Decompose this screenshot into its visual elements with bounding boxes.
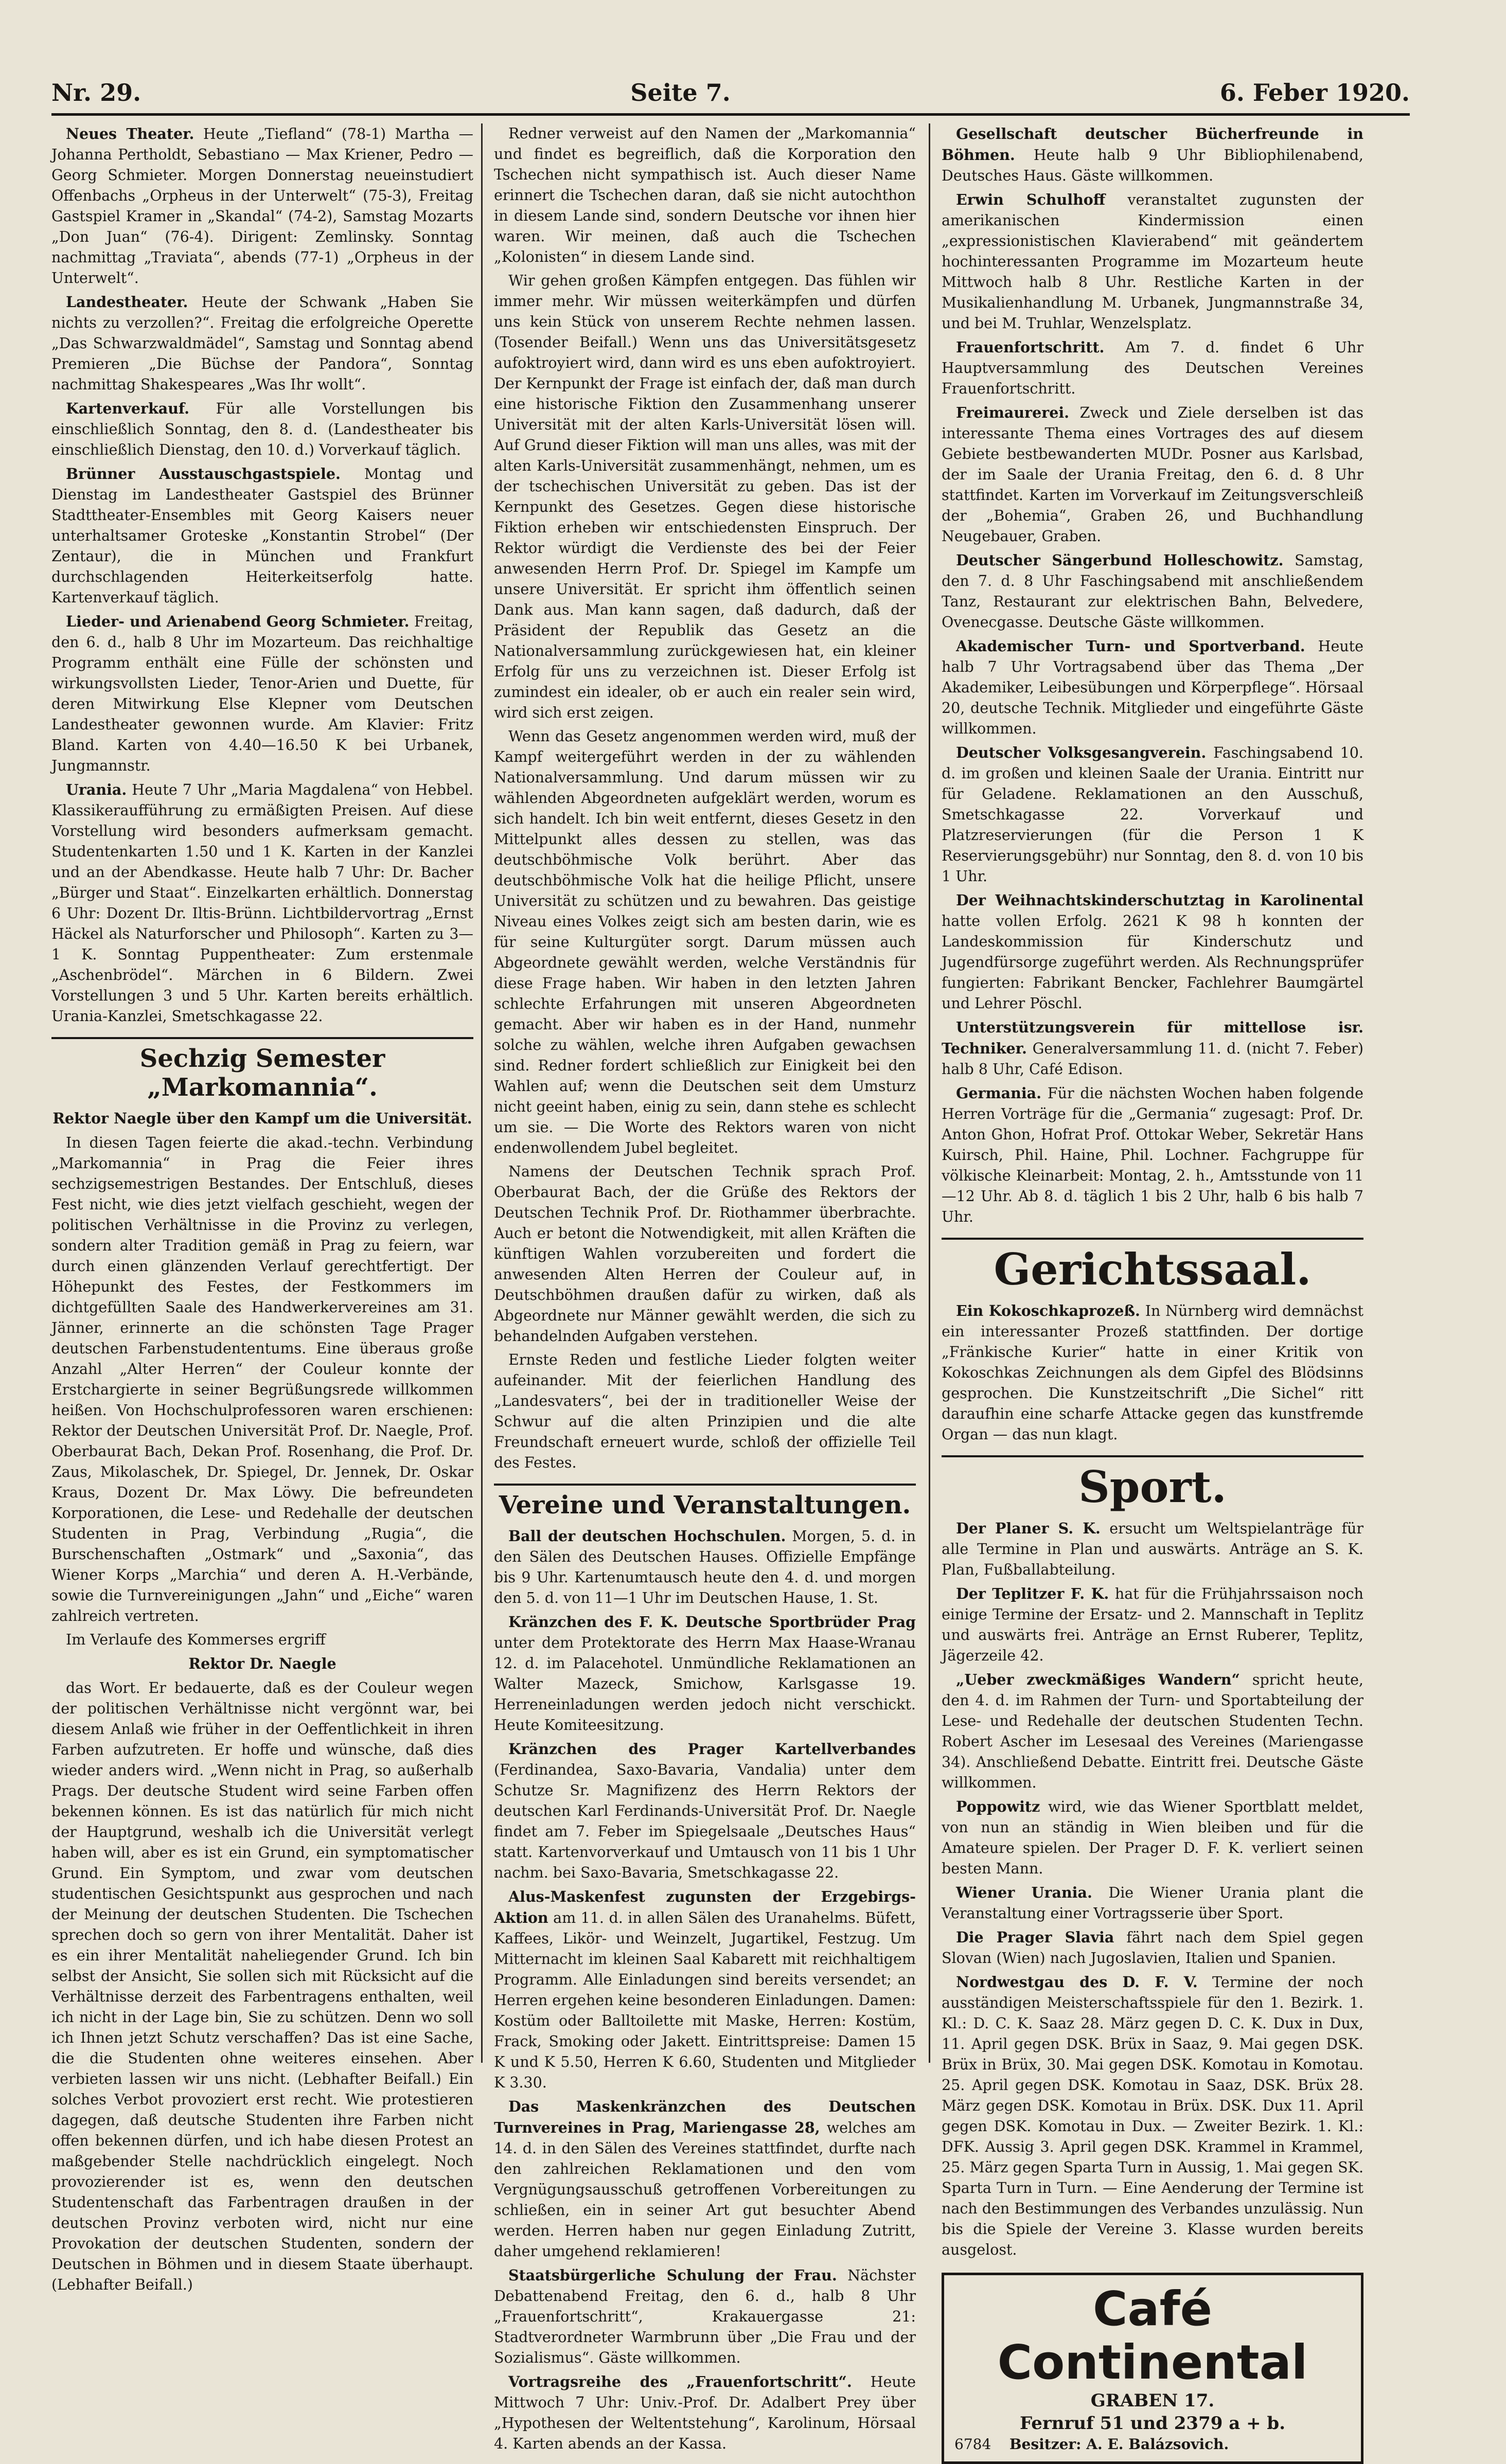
paragraph-text: hat für die Frühjahrssaison noch einige Termine der Ersatz- und 2. Mannschaft in Teplitz und auswärts frei. Anträge an Ernst Ruberer, Teplitz, Jägerzeile 42.	[942, 1585, 1363, 1664]
paragraph-text: Termine der noch ausständigen Meisterschaftsspiele für den 1. Bezirk. 1. Kl.: D. C. K. Saaz 28. März gegen D. C. K. Dux in Dux, 11. April gegen DSK. Brüx in Saaz, 9. Mai gegen DSK. Brüx in Brüx, 30. Mai gegen DSK. Komotau in Komotau. 25. April gegen DSK. Komotau in Saaz, DSK. Brüx 28. März gegen DSK. Komotau in Brüx. DSK. Dux 11. April gegen DSK. Komotau in Dux. — Zweiter Bezirk. 1. Kl.: DFK. Aussig 3. April gegen DSK. Krammel in Krammel, 25. März gegen Sparta Turn in Aussig, 1. Mai gegen SK. Sparta Turn in Turn. — Eine Aenderung der Termine ist nach den Bestimmungen des Verbandes unzulässig. Nun bis die Spiele der Vereine 3. Klasse wurden bereits ausgelost.	[942, 1974, 1363, 2258]
lead-in: Ball der deutschen Hochschulen.	[508, 1527, 786, 1545]
paragraph-text: (Ferdinandea, Saxo-Bavaria, Vandalia) unter dem Schutze Sr. Magnifizenz des Herrn Rektors der deutschen Karl Ferdinands-Universität Prof. Dr. Naegle findet am 7. Feber im Spiegelsaale „Deutsches Haus“ statt. Kartenvorverkauf und Umtausch von 11 bis 1 Uhr nachm. bei Saxo-Bavaria, Smetschkagasse 22.	[494, 1761, 916, 1881]
notice-paragraph	[942, 1972, 1363, 2260]
notice-paragraph	[494, 1886, 916, 2093]
paragraph-text: Am 7. d. findet 6 Uhr Hauptversammlung des Deutschen Vereines Frauenfortschritt.	[942, 339, 1363, 397]
page-number: Seite 7.	[630, 79, 731, 106]
issue-date: 6. Feber 1920.	[1219, 79, 1410, 106]
paragraph-text: wird, wie das Wiener Sportblatt meldet, von nun an ständig in Wien bleiben und für die Amateure spielen. Der Prager D. F. K. verliert seinen besten Mann.	[942, 1798, 1363, 1877]
lead-in: Frauenfortschritt.	[956, 338, 1105, 356]
paragraph-text: Die Wiener Urania plant die Veranstaltung einer Vortragsserie über Sport.	[942, 1884, 1364, 1922]
article-paragraph	[51, 611, 473, 776]
lead-in: Akademischer Turn- und Sportverband.	[956, 637, 1305, 655]
paragraph-text: Generalversammlung 11. d. (nicht 7. Feber) halb 8 Uhr, Café Edison.	[942, 1040, 1364, 1078]
lead-in: Staatsbürgerliche Schulung der Frau.	[508, 2266, 837, 2284]
lead-in: Landestheater.	[66, 293, 188, 311]
lead-in: Nordwestgau des D. F. V.	[956, 1973, 1198, 1991]
notice-paragraph	[942, 1882, 1363, 1924]
section-headline: Gerichtssaal.	[942, 1238, 1363, 1294]
lead-in: Ein Kokoschkaprozeß.	[956, 1302, 1140, 1319]
notice-paragraph	[942, 1300, 1363, 1445]
ad-phone: Fernruf 51 und 2379 a + b.	[1019, 2413, 1286, 2434]
paragraph-text: Nächster Debattenabend Freitag, den 6. d., halb 8 Uhr „Frauenfortschritt“, Krakauergasse 21: Stadtverordneter Warmbrunn über „Die Frau und der Sozialismus“. Gäste willkommen.	[494, 2267, 916, 2366]
notice-paragraph	[942, 1518, 1363, 1580]
lead-in: Der Teplitzer F. K.	[956, 1585, 1109, 1602]
article-paragraph	[51, 292, 473, 395]
notice-paragraph	[942, 337, 1363, 399]
paragraph-text: Heute 7 Uhr „Maria Magdalena“ von Hebbel. Klassikeraufführung zu ermäßigten Preisen. Auf diese Vorstellung wird besonders aufmerksam gemacht. Studentenkarten 1.50 und 1 K. Karten in der Kanzlei und an der Abendkasse. Heute halb 7 Uhr: Dr. Bacher „Bürger und Staat“. Einzelkarten erhältlich. Donnerstag 6 Uhr: Dozent Dr. Iltis-Brünn. Lichtbildervortrag „Ernst Häckel als Naturforscher und Philosoph“. Karten zu 3—1 K. Sonntag Puppentheater: Zum erstenmale „Aschenbrödel“. Märchen in 6 Bildern. Zwei Vorstellungen 3 und 5 Uhr. Karten bereits erhältlich. Urania-Kanzlei, Smetschkagasse 22.	[51, 781, 473, 1025]
lead-in: Kränzchen des Prager Kartellverbandes	[508, 1740, 916, 1758]
paragraph-text: unter dem Protektorate des Herrn Max Haase-Wranau 12. d. im Palacehotel. Unmündliche Reklamationen an Walter Mazeck, Smichow, Karlsgasse 19. Herreneinladungen werden jedoch nicht verschickt. Heute Komiteesitzung.	[494, 1634, 916, 1734]
lead-in: Das Maskenkränzchen des Deutschen Turnvereines in Prag, Mariengasse 28,	[494, 2098, 916, 2136]
lead-in: „Ueber zweckmäßiges Wandern“	[956, 1671, 1240, 1688]
article-paragraph: Im Verlaufe des Kommerses ergriff	[66, 1631, 326, 1648]
ad-owner: Besitzer: A. E. Balázsovich.	[1009, 2436, 1229, 2453]
paragraph-text: Freitag, den 6. d., halb 8 Uhr im Mozarteum. Das reichhaltige Programm enthält eine Fülle der schönsten und wirkungsvollsten Lieder, Tenor-Arien und Duette, für deren Mitwirkung Else Klepner vom Deutschen Landestheater gewonnen wurde. Am Klavier: Fritz Bland. Karten von 4.40—16.50 K bei Urbanek, Jungmannstr.	[51, 613, 473, 774]
notice-paragraph	[494, 1526, 916, 1609]
paragraph-text: Heute der Schwank „Haben Sie nichts zu verzollen?“. Freitag die erfolgreiche Operette „Das Schwarzwaldmädel“, Samstag und Sonntag abend Premieren „Die Büchse der Pandora“, Sonntag nachmittag Shakespeares „Was Ihr wollt“.	[51, 294, 473, 393]
paragraph-text: Heute halb 9 Uhr Bibliophilenabend, Deutsches Haus. Gäste willkommen.	[942, 147, 1363, 184]
paragraph-text: In Nürnberg wird demnächst ein interessanter Prozeß stattfinden. Der dortige „Fränkische Kurier“ hatte in einer Kritik von Kokoschkas Zeichnungen als dem Gipfel des Blödsinns gesprochen. Die Kunstzeitschrift „Die Sichel“ ritt daraufhin eine scharfe Attacke gegen das kunstfremde Organ — das nun klagt.	[942, 1302, 1363, 1443]
lead-in: Wiener Urania.	[956, 1884, 1092, 1901]
article-paragraph: Wenn das Gesetz angenommen werden wird, muß der Kampf weitergeführt werden in der zu wählenden Nationalversammlung. Und darum müssen wir zu wählenden Abgeordneten aufgeklärt werden, worum es sich handelt. Ich bin weit entfernt, dieses Gesetz in den Mittelpunkt alles dessen zu stellen, was das deutschböhmische Volk berührt. Aber das deutschböhmische Volk hat die heilige Pflicht, unsere Universität zu schützen und zu bewahren. Das geistige Niveau eines Volkes zeigt sich am besten darin, wie es für seine Kulturgüter sorgt. Darum müssen auch Abgeordnete gewählt werden, welche Verständnis für diese Frage haben. Wir haben in den letzten Jahren schlechte Erfahrungen mit unseren Abgeordneten gemacht. Aber wir haben es in der Hand, nunmehr solche zu wählen, welche ihren Aufgaben gewachsen sind. Redner fordert schließlich zur Einigkeit bei den Wahlen auf; wenn die Deutschen seit dem Umsturz nicht geeint haben, einig zu sein, dann stehe es schlecht um sie. — Die Worte des Rektors waren von nicht endenwollendem Jubel begleitet.	[494, 728, 916, 1156]
lead-in: Kränzchen des F. K. Deutsche Sportbrüder Prag	[508, 1613, 916, 1631]
notice-paragraph	[942, 402, 1363, 547]
notice-paragraph	[942, 1083, 1363, 1227]
article-paragraph	[51, 123, 473, 289]
lead-in: Neues Theater.	[66, 125, 194, 142]
lead-in: Die Prager Slavia	[956, 1929, 1114, 1946]
notice-paragraph	[942, 636, 1363, 739]
notice-paragraph	[494, 2265, 916, 2368]
notice-paragraph	[942, 550, 1363, 633]
notice-paragraph	[494, 1612, 916, 1736]
paragraph-text: welches am 14. d. in den Sälen des Vereines stattfindet, durfte nach den zahlreichen Reklamationen und den vom Vergnügungsausschuß getroffenen Vorbereitungen zu schließen, ein in seiner Art gut besuchter Abend werden. Herren haben nur gegen Einladung Zutritt, daher umgehend reklamieren!	[494, 2119, 916, 2260]
notice-paragraph	[942, 1669, 1363, 1793]
notice-paragraph	[494, 2371, 916, 2454]
notice-paragraph	[942, 123, 1363, 186]
column-1	[51, 123, 474, 2293]
cafe-advertisement	[942, 2273, 1363, 2464]
notice-paragraph	[942, 189, 1363, 334]
notice-paragraph	[942, 1017, 1363, 1080]
article-paragraph	[51, 463, 473, 608]
article-paragraph: Ernste Reden und festliche Lieder folgten weiter aufeinander. Mit der feierlichen Handlung des „Landesvaters“, bei der in traditioneller Weise der Schwur auf die alten Prinzipien und die alte Freundschaft erneuert wurde, schloß der offizielle Teil des Festes.	[494, 1351, 916, 1471]
column-rule	[929, 123, 930, 2063]
paragraph-text: Zweck und Ziele derselben ist das interessante Thema eines Vortrages des auf diesem Gebiete bestbewanderten MUDr. Posner aus Karlsbad, der im Saale der Urania Freitag, den 6. d. 8 Uhr stattfindet. Karten im Vorverkauf im Zeitungsverschleiß der „Bohemia“, Graben 26, und Buchhandlung Neugebauer, Graben.	[942, 404, 1364, 545]
article-headline: Sechzig Semester „Markomannia“.	[51, 1037, 473, 1102]
notice-paragraph	[942, 1927, 1363, 1969]
ad-code: 6784	[954, 2436, 991, 2453]
notice-paragraph	[942, 1583, 1363, 1666]
article-paragraph	[51, 779, 473, 1027]
notice-paragraph	[494, 1739, 916, 1883]
ad-title: Café Continental	[997, 2281, 1308, 2390]
lead-in: Kartenverkauf.	[66, 400, 190, 417]
article-paragraph: Namens der Deutschen Technik sprach Prof. Oberbaurat Bach, der die Grüße des Rektors der Deutschen Technik Prof. Dr. Riothammer überbrachte. Auch er betont die Notwendigkeit, mit allen Kräften die künftigen Wahlen vorzubereiten und fordert die anwesenden Alten Herren der Couleur auf, in Deutschböhmen draußen dafür zu wirken, daß als Abgeordnete nur Männer gewählt werden, die sich zu behandelnden Aufgaben verstehen.	[494, 1163, 916, 1345]
article-paragraph: das Wort. Er bedauerte, daß es der Couleur wegen der politischen Verhältnisse nicht vergönnt war, bei diesem Anlaß wie früher in der Oeffentlichkeit in ihren Farben aufzutreten. Er hoffe und wünsche, daß dies wieder anders wird. „Wenn nicht in Prag, so außerhalb Prags. Der deutsche Student wird seine Farben offen bekennen können. Es ist das natürlich für mich nicht der Hauptgrund, weshalb ich die Universität verlegt haben will, aber es ist ein Grund, ein symptomatischer Grund. Ein Symptom, und zwar vom deutschen studentischen Gesichtspunkt aus gesprochen und nach der Meinung der deutschen Studenten. Die Tschechen sprechen doch so gern von ihrer Mentalität. Daher ist es ein ihrer Mentalität naheliegender Grund. Ich bin selbst der Ansicht, Sie sollen sich mit Rücksicht auf die Verhältnisse derzeit des Farbentragens enthalten, weil ich nicht in der Lage bin, Sie zu schützen. Denn wo soll ich Ihnen jetzt Schutz verschaffen? Das ist eine Sache, die die Studenten ohne weiteres einsehen. Aber verbieten lassen wir uns nicht. (Lebhafter Beifall.) Ein solches Verbot provoziert erst recht. Wie protestieren dagegen, daß deutsche Studenten ihre Farben nicht offen bekennen dürfen, und ich habe diesen Protest an maßgebender Stelle nachdrücklich eingelegt. Noch provozierender ist es, wenn den deutschen Studentenschaft das Farbentragen draußen in der deutschen Provinz verboten wird, nicht nur eine Provokation der deutschen Studenten, sondern der Deutschen in Böhmen und in diesem Staate überhaupt. (Lebhafter Beifall.)	[51, 1680, 473, 2293]
paragraph-text: Für die nächsten Wochen haben folgende Herren Vorträge für die „Germania“ zugesagt: Prof. Dr. Anton Ghon, Hofrat Prof. Ottokar Weber, Sekretär Hans Kuirsch, Phil. Haine, Phil. Lochner. Fachgruppe für völkische Kleinarbeit: Montag, 2. h., Amtsstunde von 11—12 Uhr. Ab 8. d. täglich 1 bis 2 Uhr, halb 6 bis halb 7 Uhr.	[942, 1085, 1363, 1225]
lead-in: Poppowitz	[956, 1798, 1040, 1815]
lead-in: Lieder- und Arienabend Georg Schmieter.	[66, 613, 410, 630]
paragraph-text: Heute „Tiefland“ (78-1) Martha — Johanna Pertholdt, Sebastiano — Max Kriener, Pedro — Georg Schmieter. Morgen Donnerstag neueinstudiert Offenbachs „Orpheus in der Unterwelt“ (75-3), Freitag Gastspiel Kramer in „Skandal“ (74-2), Samstag Mozarts „Don Juan“ (76-4). Dirigent: Zemlinsky. Sonntag nachmittag „Traviata“, abends (77-1) „Orpheus in der Unterwelt“.	[51, 126, 473, 287]
paragraph-text: hatte vollen Erfolg. 2621 K 98 h konnten der Landeskommission für Kinderschutz und Jugendfürsorge zugeführt werden. Als Rechnungsprüfer fungierten: Fabrikant Bencker, Fachlehrer Baumgärtel und Lehrer Pöschl.	[942, 913, 1363, 1012]
article-paragraph: In diesen Tagen feierte die akad.-techn. Verbindung „Markomannia“ in Prag die Feier ihres sechzigsemestrigen Bestandes. Der Entschluß, dieses Fest nicht, wie dies jetzt vielfach geschieht, wegen der politischen Verhältnisse in die Provinz zu verlegen, sondern alter Tradition gemäß in Prag zu feiern, war durch einen glänzenden Verlauf gerechtfertigt. Der Höhepunkt des Festes, der Festkommers im dichtgefüllten Saale des Handwerkervereines am 31. Jänner, erinnerte an die schönsten Tage Prager deutschen Farbenstudententums. Eine überaus große Anzahl „Alter Herren“ der Couleur konnte der Erstchargierte in seiner Begrüßungsrede willkommen heißen. Von Hochschulprofessoren waren erschienen: Rektor der Deutschen Universität Prof. Dr. Naegle, Prof. Oberbaurat Bach, Dekan Prof. Rosenhang, die Prof. Dr. Zaus, Mikolaschek, Dr. Spiegel, Dr. Jennek, Dr. Oskar Kraus, Dozent Dr. Max Löwy. Die befreundeten Korporationen, die Lese- und Redehalle der deutschen Studenten in Prag, Verbindung „Rugia“, die Burschenschaften „Ostmark“ und „Saxonia“, das Wiener Korps „Marchia“ und deren A. H.-Verbände, sowie die Turnvereinigungen „Jahn“ und „Eiche“ waren zahlreich vertreten.	[51, 1134, 473, 1624]
section-subheading: Rektor Dr. Naegle	[188, 1655, 336, 1672]
paragraph-text: Heute halb 7 Uhr Vortragsabend über das Thema „Der Akademiker, Leibesübungen und Körperpflege“. Hörsaal 20, deutsche Technik. Mitglieder und eingeführte Gäste willkommen.	[942, 638, 1363, 737]
ad-address: GRABEN 17.	[1090, 2390, 1215, 2411]
lead-in: Alus-Maskenfest zugunsten der Erzgebirgs-Aktion	[494, 1888, 916, 1926]
lead-in: Der Planer S. K.	[956, 1520, 1101, 1537]
paragraph-text: Faschingsabend 10. d. im großen und kleinen Saale der Urania. Eintritt nur für Geladene. Reklamationen an den Ausschuß, Smetschkagasse 22. Vorverkauf und Platzreservierungen (für die Person 1 K Reservierungsgebühr) nur Sonntag, den 8. d. von 10 bis 1 Uhr.	[942, 744, 1363, 885]
paragraph-text: veranstaltet zugunsten der amerikanischen Kindermission einen „expressionistischen Klavierabend“ mit geändertem hochinteressanten Programme im Mozarteum heute Mittwoch halb 8 Uhr. Restliche Karten in der Musikalienhandlung M. Urbanek, Jungmannstraße 34, und bei M. Truhlar, Wenzelsplatz.	[942, 191, 1364, 332]
ad-footer	[954, 2435, 1351, 2454]
column-2	[494, 123, 916, 2452]
lead-in: Deutscher Sängerbund Holleschowitz.	[956, 551, 1284, 569]
notice-paragraph	[942, 742, 1363, 887]
section-headline: Vereine und Veranstaltungen.	[494, 1484, 916, 1520]
section-headline: Sport.	[942, 1455, 1363, 1512]
issue-number: Nr. 29.	[51, 79, 141, 106]
paragraph-text: am 11. d. in allen Sälen des Uranahelms. Büfett, Kaffees, Likör- und Weinzelt, Jugartikel, Festzug. Um Mitternacht im kleinen Saal Kabarett mit reichhaltigem Programm. Alle Einladungen sind bereits versendet; an Herren ergehen keine besonderen Einladungen. Damen: Kostüm oder Balltoilette mit Maske, Herren: Kostüm, Frack, Smoking oder Jakett. Eintrittspreise: Damen 15 K und K 5.50, Herren K 6.60, Studenten und Mitglieder K 3.30.	[494, 1909, 916, 2091]
lead-in: Brünner Ausstauschgastspiele.	[66, 465, 341, 483]
article-paragraph: Redner verweist auf den Namen der „Markomannia“ und findet es begreiflich, daß die Korporation den Tschechen nicht sympathisch ist. Auch dieser Name erinnert die Tschechen daran, daß sie nicht autochthon in diesem Lande sind, sondern Deutsche vor ihnen hier waren. Wir meinen, daß auch die Tschechen „Kolonisten“ in diesem Lande sind.	[494, 125, 916, 265]
paragraph-text: Samstag, den 7. d. 8 Uhr Faschingsabend mit anschließendem Tanz, Restaurant zur elektrischen Bahn, Belvedere, Ovenecgasse. Deutsche Gäste willkommen.	[942, 552, 1363, 631]
column-3	[942, 123, 1364, 2453]
paragraph-text: Montag und Dienstag im Landestheater Gastspiel des Brünner Stadttheater-Ensembles mit Georg Kaisers neuer unterhaltsamer Groteske „Konstantin Strobel“ (Der Zentaur), die in München und Frankfurt durchschlagenden Heiterkeitserfolg hatte. Kartenverkauf täglich.	[51, 466, 474, 606]
lead-in: Deutscher Volksgesangverein.	[956, 744, 1207, 761]
article-paragraph: Wir gehen großen Kämpfen entgegen. Das fühlen wir immer mehr. Wir müssen weiterkämpfen und dürfen uns kein Stück von unserem Rechte nehmen lassen. (Tosender Beifall.) Wenn uns das Universitätsgesetz aufoktroyiert wird, dann wird es uns eben aufoktroyiert. Der Kernpunkt der Frage ist einfach der, daß man durch eine historische Fiktion den Zusammenhang unserer Universität mit der alten Karls-Universität lösen will. Auf Grund dieser Fiktion will man uns alles, was mit der alten Karls-Universität zusammenhängt, nehmen, um es der tschechischen Universität zu geben. Das ist der Kernpunkt des Gesetzes. Gegen diese historische Fiktion erheben wir entschiedensten Einspruch. Der Rektor würdigt die Verdienste des bei der Feier anwesenden Herrn Prof. Dr. Spiegel im Kampfe um unsere Universität. Er spricht ihm öffentlich seinen Dank aus. Man kann sagen, daß dadurch, daß der Präsident der Republik das Gesetz an die Nationalversammlung zurückgewiesen hat, ein kleiner Erfolg für uns zu verzeichnen ist. Dieser Erfolg ist zumindest ein idealer, ob er auch ein realer sein wird, wird sich erst zeigen.	[494, 272, 916, 721]
column-rule	[481, 123, 483, 2063]
article-subheadline: Rektor Naegle über den Kampf um die Universität.	[52, 1110, 472, 1127]
lead-in: Vortragsreihe des „Frauenfortschritt“.	[508, 2373, 852, 2390]
paragraph-text: Morgen, 5. d. in den Sälen des Deutschen Hauses. Offizielle Empfänge bis 9 Uhr. Kartenumtausch heute den 4. d. und morgen den 5. d. von 11—1 Uhr im Deutschen Hause, 1. St.	[494, 1528, 916, 1606]
article-paragraph	[51, 398, 473, 460]
paragraph-text: ersucht um Weltspielanträge für alle Termine in Plan und auswärts. Anträge an S. K. Plan, Fußballabteilung.	[942, 1520, 1363, 1578]
lead-in: Gesellschaft deutscher Bücherfreunde in Böhmen.	[942, 125, 1363, 164]
paragraph-text: Heute Mittwoch 7 Uhr: Univ.-Prof. Dr. Adalbert Prey über „Hypothesen der Weltentstehung“, Karolinum, Hörsaal 4. Karten abends an der Kassa.	[494, 2373, 916, 2452]
paragraph-text: spricht heute, den 4. d. im Rahmen der Turn- und Sportabteilung der Lese- und Redehalle der deutschen Studenten Techn. Robert Ascher im Lesesaal des Vereines (Mariengasse 34). Anschließend Debatte. Eintritt frei. Deutsche Gäste willkommen.	[942, 1671, 1363, 1791]
lead-in: Urania.	[66, 781, 127, 798]
notice-paragraph	[942, 1796, 1363, 1879]
lead-in: Erwin Schulhoff	[956, 191, 1106, 208]
lead-in: Germania.	[956, 1084, 1042, 1102]
paragraph-text: fährt nach dem Spiel gegen Slovan (Wien) nach Jugoslavien, Italien und Spanien.	[942, 1929, 1363, 1967]
notice-paragraph	[942, 890, 1363, 1014]
page-header	[51, 72, 1410, 116]
notice-paragraph	[494, 2096, 916, 2262]
lead-in: Unterstützungsverein für mittellose isr. Techniker.	[942, 1019, 1363, 1057]
paragraph-text: Für alle Vorstellungen bis einschließlich Sonntag, den 8. d. (Landestheater bis einschließlich Dienstag, den 10. d.) Vorverkauf täglich.	[51, 400, 473, 458]
lead-in: Der Weihnachtskinderschutztag in Karolinental	[956, 891, 1363, 909]
lead-in: Freimaurerei.	[956, 404, 1070, 421]
